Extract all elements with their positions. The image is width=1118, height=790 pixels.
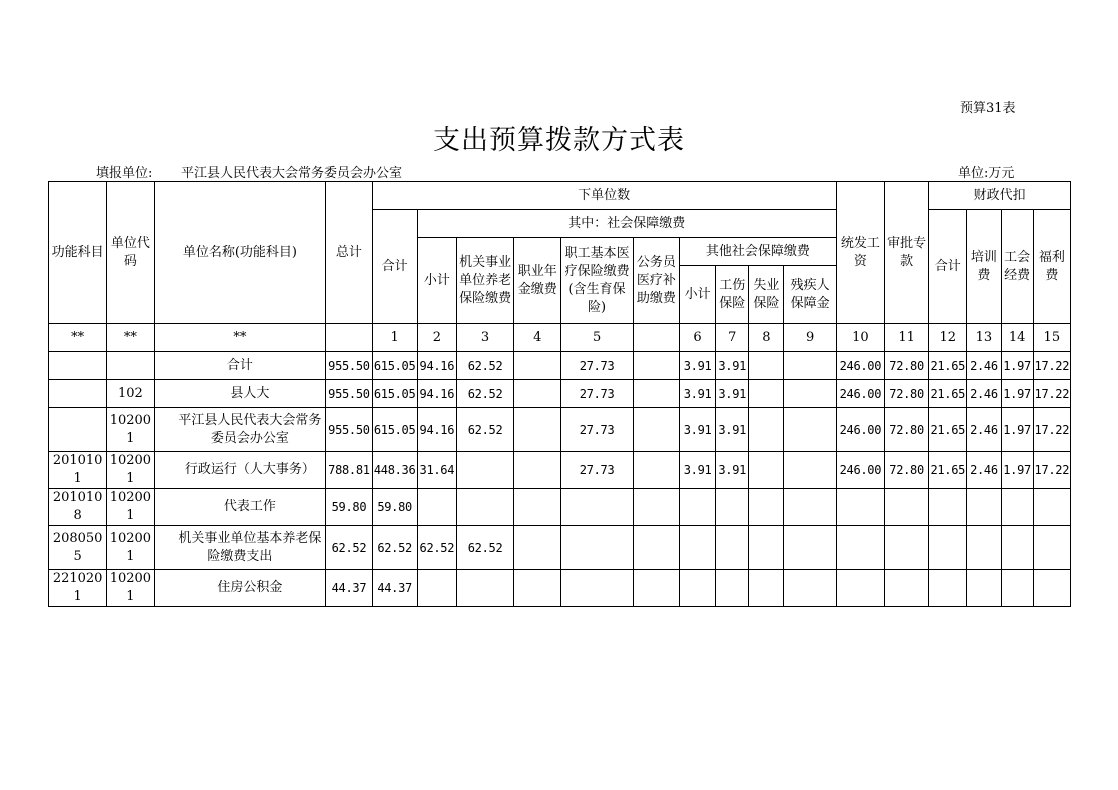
header-medical: 职工基本医疗保险缴费(含生育保险) bbox=[561, 238, 633, 324]
amount-cell: 1.97 bbox=[1001, 352, 1033, 380]
unit-name-cell bbox=[154, 352, 326, 380]
amount-cell: 788.81 bbox=[326, 452, 372, 489]
header-disability: 残疾人保障金 bbox=[784, 266, 836, 324]
func-code-cell: 2010101 bbox=[49, 452, 107, 489]
amount-cell bbox=[836, 570, 884, 607]
amount-cell: 1.97 bbox=[1001, 408, 1033, 452]
index-cell: ** bbox=[107, 324, 154, 352]
amount-cell: 72.80 bbox=[884, 452, 928, 489]
amount-cell: 246.00 bbox=[836, 380, 884, 408]
header-lower-units: 下单位数 bbox=[372, 182, 836, 210]
amount-cell bbox=[784, 489, 836, 526]
index-cell: 15 bbox=[1033, 324, 1070, 352]
amount-cell bbox=[929, 489, 967, 526]
header-civil-medical: 公务员医疗补助缴费 bbox=[633, 238, 679, 324]
amount-cell bbox=[679, 489, 715, 526]
amount-cell bbox=[716, 489, 749, 526]
amount-cell bbox=[1033, 570, 1070, 607]
amount-cell bbox=[679, 570, 715, 607]
index-cell: ** bbox=[154, 324, 326, 352]
amount-cell bbox=[514, 380, 561, 408]
amount-cell bbox=[784, 380, 836, 408]
amount-cell bbox=[514, 408, 561, 452]
amount-cell bbox=[749, 489, 784, 526]
amount-cell: 21.65 bbox=[929, 452, 967, 489]
amount-cell: 62.52 bbox=[456, 380, 513, 408]
amount-cell: 1.97 bbox=[1001, 380, 1033, 408]
amount-cell: 955.50 bbox=[326, 380, 372, 408]
unit-code-cell bbox=[107, 352, 154, 380]
amount-cell: 246.00 bbox=[836, 352, 884, 380]
amount-cell: 2.46 bbox=[967, 408, 1001, 452]
unit-code-cell: 102001 bbox=[107, 408, 154, 452]
func-code-cell: 2080505 bbox=[49, 526, 107, 570]
amount-cell bbox=[417, 570, 456, 607]
amount-cell: 27.73 bbox=[561, 408, 633, 452]
amount-cell: 3.91 bbox=[716, 408, 749, 452]
amount-cell bbox=[749, 452, 784, 489]
header-annuity: 职业年金缴费 bbox=[514, 238, 561, 324]
index-cell: 12 bbox=[929, 324, 967, 352]
header-total: 总计 bbox=[326, 182, 372, 324]
unit-name-cell bbox=[154, 408, 326, 452]
index-cell: 9 bbox=[784, 324, 836, 352]
amount-cell: 3.91 bbox=[716, 352, 749, 380]
header-fin-total: 合计 bbox=[929, 210, 967, 324]
amount-cell: 94.16 bbox=[417, 408, 456, 452]
header-unit-name: 单位名称(功能科目) bbox=[154, 182, 326, 324]
unit-name-text: 合计 bbox=[226, 357, 253, 373]
amount-cell bbox=[514, 452, 561, 489]
index-cell: 13 bbox=[967, 324, 1001, 352]
header-lower-sum: 合计 bbox=[372, 210, 417, 324]
amount-cell: 1.97 bbox=[1001, 452, 1033, 489]
amount-cell: 246.00 bbox=[836, 408, 884, 452]
amount-cell: 21.65 bbox=[929, 408, 967, 452]
amount-cell: 72.80 bbox=[884, 408, 928, 452]
amount-cell bbox=[633, 408, 679, 452]
amount-cell bbox=[514, 489, 561, 526]
amount-cell: 44.37 bbox=[372, 570, 417, 607]
func-code-cell bbox=[49, 408, 107, 452]
amount-cell bbox=[633, 380, 679, 408]
index-row bbox=[49, 324, 1071, 352]
func-code-cell bbox=[49, 380, 107, 408]
amount-cell bbox=[679, 526, 715, 570]
amount-cell bbox=[716, 526, 749, 570]
amount-cell bbox=[514, 570, 561, 607]
amount-cell bbox=[417, 489, 456, 526]
amount-cell: 72.80 bbox=[884, 352, 928, 380]
amount-cell: 17.22 bbox=[1033, 452, 1070, 489]
amount-cell: 17.22 bbox=[1033, 408, 1070, 452]
amount-cell bbox=[1001, 570, 1033, 607]
header-salary: 统发工资 bbox=[836, 182, 884, 324]
reporting-unit-label: 填报单位: bbox=[96, 166, 153, 181]
amount-cell bbox=[884, 489, 928, 526]
index-cell: 7 bbox=[716, 324, 749, 352]
amount-cell: 955.50 bbox=[326, 352, 372, 380]
index-cell: 10 bbox=[836, 324, 884, 352]
amount-cell bbox=[456, 452, 513, 489]
unit-name-cell bbox=[154, 570, 326, 607]
amount-cell: 27.73 bbox=[561, 452, 633, 489]
index-cell: 6 bbox=[679, 324, 715, 352]
header-unit-code: 单位代码 bbox=[107, 182, 154, 324]
unit-code-cell: 102001 bbox=[107, 452, 154, 489]
amount-cell bbox=[929, 570, 967, 607]
amount-cell: 21.65 bbox=[929, 352, 967, 380]
header-injury: 工伤保险 bbox=[716, 266, 749, 324]
amount-cell bbox=[884, 526, 928, 570]
amount-cell bbox=[784, 570, 836, 607]
amount-cell: 2.46 bbox=[967, 380, 1001, 408]
amount-cell bbox=[749, 526, 784, 570]
amount-cell bbox=[836, 526, 884, 570]
amount-cell bbox=[1033, 489, 1070, 526]
amount-cell bbox=[1001, 526, 1033, 570]
table-row bbox=[49, 526, 1071, 570]
amount-cell bbox=[784, 526, 836, 570]
amount-cell bbox=[456, 570, 513, 607]
amount-cell: 2.46 bbox=[967, 352, 1001, 380]
index-cell bbox=[326, 324, 372, 352]
amount-cell bbox=[633, 352, 679, 380]
header-approval: 审批专款 bbox=[884, 182, 928, 324]
unit-name-cell bbox=[154, 526, 326, 570]
amount-cell bbox=[836, 489, 884, 526]
index-cell: 5 bbox=[561, 324, 633, 352]
index-cell: 14 bbox=[1001, 324, 1033, 352]
index-cell: 8 bbox=[749, 324, 784, 352]
amount-cell: 3.91 bbox=[679, 380, 715, 408]
unit-name-text: 代表工作 bbox=[223, 499, 276, 514]
amount-cell bbox=[633, 570, 679, 607]
index-cell: 1 bbox=[372, 324, 417, 352]
amount-cell: 62.52 bbox=[417, 526, 456, 570]
table-row bbox=[49, 380, 1071, 408]
amount-cell bbox=[749, 380, 784, 408]
amount-cell: 448.36 bbox=[372, 452, 417, 489]
index-cell: 11 bbox=[884, 324, 928, 352]
amount-cell bbox=[929, 526, 967, 570]
amount-cell bbox=[633, 452, 679, 489]
amount-cell: 3.91 bbox=[716, 452, 749, 489]
amount-cell bbox=[1033, 526, 1070, 570]
func-code-cell bbox=[49, 352, 107, 380]
unit-code-cell: 102001 bbox=[107, 489, 154, 526]
unit-name-text: 平江县人民代表大会常务委员会办公室 bbox=[178, 412, 322, 446]
amount-cell: 44.37 bbox=[326, 570, 372, 607]
header-other-subtotal: 小计 bbox=[679, 266, 715, 324]
amount-cell bbox=[967, 526, 1001, 570]
header-ss-subtotal: 小计 bbox=[417, 238, 456, 324]
header-training: 培训费 bbox=[967, 210, 1001, 324]
table-row bbox=[49, 570, 1071, 607]
header-social-security: 其中：社会保障缴费 bbox=[417, 210, 836, 238]
amount-cell: 3.91 bbox=[679, 452, 715, 489]
amount-cell: 615.05 bbox=[372, 408, 417, 452]
index-cell: 3 bbox=[456, 324, 513, 352]
index-cell: ** bbox=[49, 324, 107, 352]
amount-cell: 21.65 bbox=[929, 380, 967, 408]
amount-cell: 94.16 bbox=[417, 352, 456, 380]
unit-name-cell bbox=[154, 489, 326, 526]
amount-cell bbox=[967, 489, 1001, 526]
amount-cell: 59.80 bbox=[372, 489, 417, 526]
amount-cell bbox=[633, 526, 679, 570]
amount-cell: 27.73 bbox=[561, 352, 633, 380]
amount-cell: 955.50 bbox=[326, 408, 372, 452]
amount-cell bbox=[967, 570, 1001, 607]
amount-cell bbox=[561, 526, 633, 570]
func-code-cell: 2010108 bbox=[49, 489, 107, 526]
amount-cell bbox=[784, 352, 836, 380]
amount-cell: 62.52 bbox=[456, 408, 513, 452]
header-func-code: 功能科目 bbox=[49, 182, 107, 324]
index-cell: 2 bbox=[417, 324, 456, 352]
header-union: 工会经费 bbox=[1001, 210, 1033, 324]
amount-cell: 62.52 bbox=[326, 526, 372, 570]
amount-cell: 3.91 bbox=[716, 380, 749, 408]
header-row-1 bbox=[49, 182, 1071, 210]
unit-name-text: 住房公积金 bbox=[217, 580, 283, 595]
amount-cell bbox=[749, 352, 784, 380]
budget-table bbox=[48, 181, 1071, 607]
amount-cell bbox=[561, 489, 633, 526]
amount-cell: 62.52 bbox=[456, 352, 513, 380]
amount-cell bbox=[749, 570, 784, 607]
header-pension: 机关事业单位养老保险缴费 bbox=[456, 238, 513, 324]
amount-cell bbox=[1001, 489, 1033, 526]
unit-code-cell: 102001 bbox=[107, 570, 154, 607]
index-cell: 4 bbox=[514, 324, 561, 352]
table-row bbox=[49, 452, 1071, 489]
amount-cell bbox=[514, 526, 561, 570]
amount-cell bbox=[749, 408, 784, 452]
header-welfare: 福利费 bbox=[1033, 210, 1070, 324]
amount-cell: 246.00 bbox=[836, 452, 884, 489]
amount-cell bbox=[784, 408, 836, 452]
unit-name-text: 行政运行（人大事务） bbox=[184, 462, 315, 477]
amount-cell: 2.46 bbox=[967, 452, 1001, 489]
amount-cell bbox=[633, 489, 679, 526]
header-other-ss: 其他社会保障缴费 bbox=[679, 238, 836, 266]
func-code-cell: 2210201 bbox=[49, 570, 107, 607]
amount-cell: 17.22 bbox=[1033, 352, 1070, 380]
currency-unit: 单位:万元 bbox=[958, 166, 1015, 181]
amount-cell bbox=[784, 452, 836, 489]
amount-cell bbox=[514, 352, 561, 380]
amount-cell bbox=[561, 570, 633, 607]
amount-cell bbox=[456, 489, 513, 526]
unit-code-cell: 102001 bbox=[107, 526, 154, 570]
amount-cell: 31.64 bbox=[417, 452, 456, 489]
reporting-unit-name: 平江县人民代表大会常务委员会办公室 bbox=[181, 166, 403, 181]
header-unemployment: 失业保险 bbox=[749, 266, 784, 324]
unit-code-cell: 102 bbox=[107, 380, 154, 408]
amount-cell: 94.16 bbox=[417, 380, 456, 408]
page-title: 支出预算拨款方式表 bbox=[433, 125, 685, 156]
header-finance: 财政代扣 bbox=[929, 182, 1071, 210]
amount-cell: 62.52 bbox=[456, 526, 513, 570]
amount-cell: 3.91 bbox=[679, 408, 715, 452]
amount-cell: 62.52 bbox=[372, 526, 417, 570]
unit-name-cell bbox=[154, 380, 326, 408]
amount-cell: 59.80 bbox=[326, 489, 372, 526]
unit-name-text: 机关事业单位基本养老保险缴费支出 bbox=[178, 530, 322, 564]
table-row bbox=[49, 352, 1071, 380]
unit-name-cell bbox=[154, 452, 326, 489]
amount-cell: 615.05 bbox=[372, 380, 417, 408]
amount-cell: 3.91 bbox=[679, 352, 715, 380]
amount-cell: 615.05 bbox=[372, 352, 417, 380]
table-row bbox=[49, 489, 1071, 526]
amount-cell bbox=[716, 570, 749, 607]
form-number: 预算31表 bbox=[960, 101, 1016, 116]
amount-cell: 72.80 bbox=[884, 380, 928, 408]
table-row bbox=[49, 408, 1071, 452]
unit-name-text: 县人大 bbox=[230, 385, 270, 401]
index-cell bbox=[633, 324, 679, 352]
amount-cell: 27.73 bbox=[561, 380, 633, 408]
amount-cell: 17.22 bbox=[1033, 380, 1070, 408]
amount-cell bbox=[884, 570, 928, 607]
